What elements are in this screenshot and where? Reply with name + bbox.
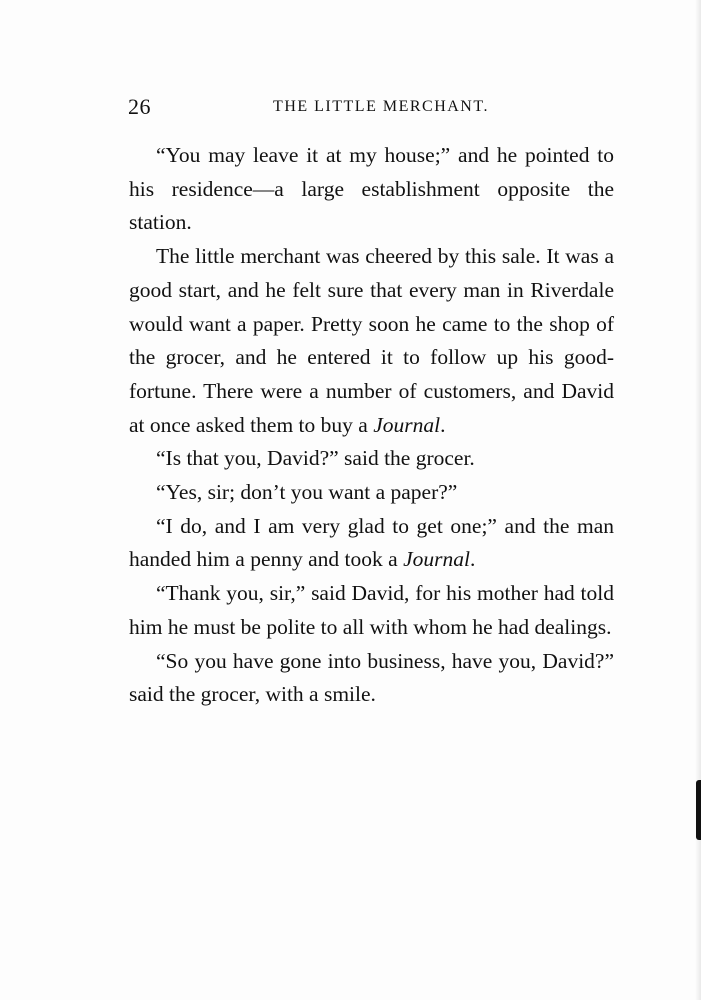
- paragraph-text: “So you have gone into business, have you, David?” said the grocer, with a smile.: [129, 648, 614, 707]
- paragraph: [129, 510, 614, 577]
- paragraph-text: “I do, and I am very glad to get one;” and the man handed him a penny and took a: [129, 513, 614, 572]
- paragraph-text: “Is that you, David?” said the grocer.: [156, 446, 475, 471]
- paragraph: [129, 139, 614, 240]
- paragraph-text: “You may leave it at my house;” and he pointed to his residence—a large establishment opposite the station.: [129, 143, 614, 235]
- paragraph-text: “Yes, sir; don’t you want a paper?”: [156, 480, 458, 505]
- paragraph: [129, 577, 614, 644]
- paragraph-end: .: [440, 412, 446, 437]
- paragraph-text: “Thank you, sir,” said David, for his mother had told him he must be polite to all with whom he had dealings.: [129, 581, 614, 639]
- paragraph: [129, 442, 614, 476]
- paragraph-text: The little merchant was cheered by this sale. It was a good start, and he felt sure that every man in Riverdale would want a paper. Pretty soon he came to the shop of the grocer, and he entered it to follow up his good-fortune. There were a number of customers, and David at once asked them to buy a: [129, 244, 614, 437]
- page-edge-shadow: [695, 0, 701, 1000]
- paragraph: [129, 240, 614, 442]
- newspaper-title: Journal: [373, 412, 441, 437]
- page-number: 26: [128, 94, 151, 119]
- paragraph: [129, 476, 614, 510]
- page-edge-mark: [696, 780, 701, 840]
- page-header: [128, 94, 614, 124]
- body-text: [129, 139, 614, 712]
- paragraph-end: .: [469, 547, 476, 572]
- newspaper-title: Journal: [403, 547, 470, 572]
- paragraph: [129, 645, 614, 712]
- running-title: THE LITTLE MERCHANT.: [273, 98, 489, 115]
